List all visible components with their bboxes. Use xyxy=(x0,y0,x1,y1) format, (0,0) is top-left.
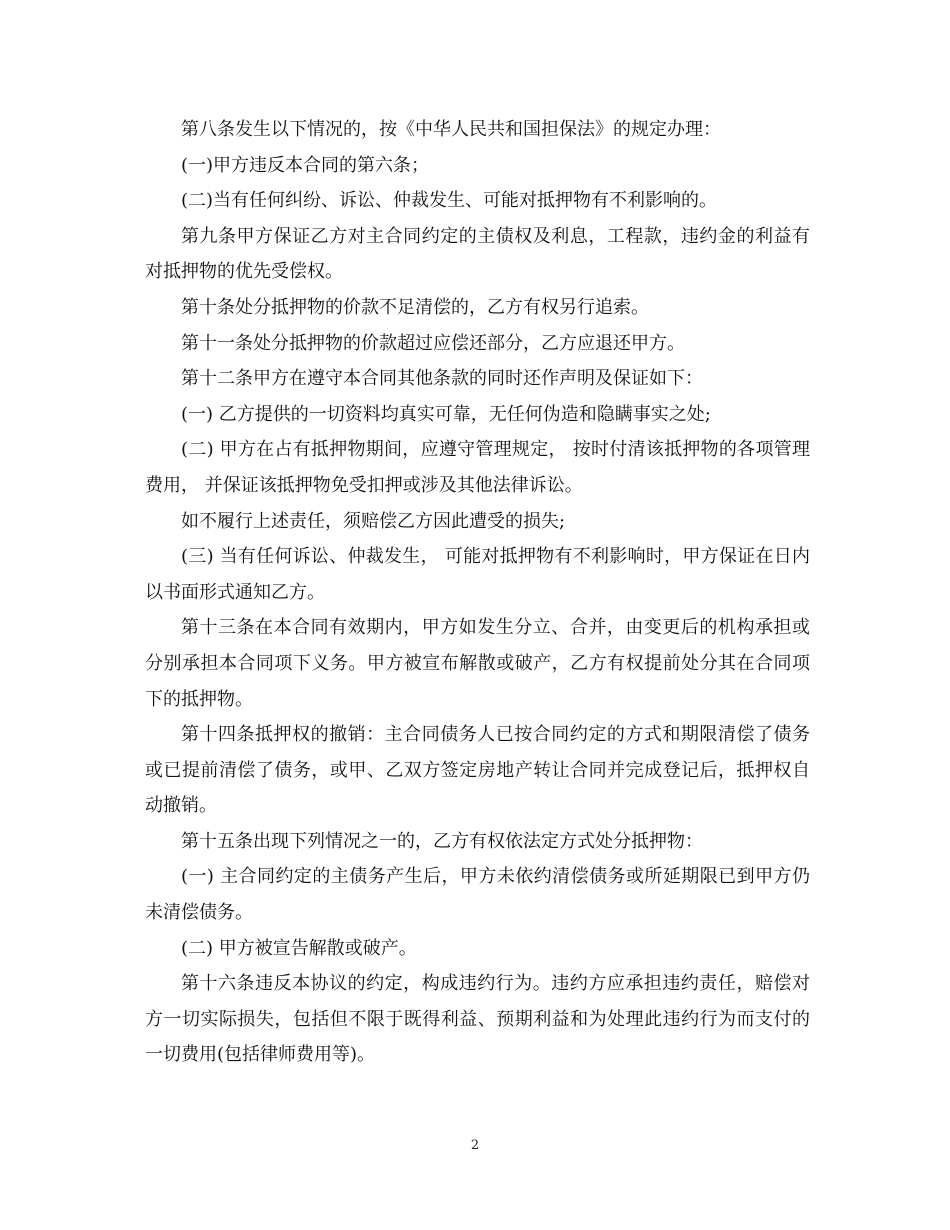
paragraph-article-12-item-3: (三) 当有任何诉讼、仲裁发生， 可能对抵押物有不利影响时，甲方保证在日内以书面形式通知乙方。 xyxy=(145,546,810,603)
paragraph-article-12: 第十二条甲方在遵守本合同其他条款的同时还作声明及保证如下： xyxy=(181,368,703,390)
paragraph-article-16: 第十六条违反本协议的约定，构成违约行为。违约方应承担违约责任，赔偿对方一切实际损失，包括但不限于既得利益、预期利益和为处理此违约行为而支付的一切费用(包括律师费用等)。 xyxy=(145,973,810,1066)
paragraph-article-12-liability: 如不履行上述责任，须赔偿乙方因此遭受的损失; xyxy=(181,510,566,532)
paragraph-article-8-item-2: (二)当有任何纠纷、诉讼、仲裁发生、可能对抵押物有不利影响的。 xyxy=(181,190,718,212)
paragraph-article-8: 第八条发生以下情况的，按《中华人民共和国担保法》的规定办理： xyxy=(181,119,721,140)
paragraph-article-15-item-1: (一) 主合同约定的主债务产生后，甲方未依约清偿债务或所延期限已到甲方仍未清偿债务。 xyxy=(145,866,810,924)
page-number: 2 xyxy=(470,1138,480,1153)
document-body xyxy=(145,112,810,1073)
paragraph-article-14: 第十四条抵押权的撤销：主合同债务人已按合同约定的方式和期限清偿了债务或已提前清偿了债务，或甲、乙双方签定房地产转让合同并完成登记后，抵押权自动撤销。 xyxy=(145,724,810,817)
paragraph-article-15: 第十五条出现下列情况之一的，乙方有权依法定方式处分抵押物： xyxy=(181,830,703,852)
paragraph-article-11: 第十一条处分抵押物的价款超过应偿还部分，乙方应退还甲方。 xyxy=(181,332,685,354)
paragraph-article-13: 第十三条在本合同有效期内，甲方如发生分立、合并，由变更后的机构承担或分别承担本合同项下义务。甲方被宣布解散或破产，乙方有权提前处分其在合同项下的抵押物。 xyxy=(145,617,810,710)
paragraph-article-12-item-1: (一) 乙方提供的一切资料均真实可靠，无任何伪造和隐瞒事实之处; xyxy=(181,403,711,425)
paragraph-article-15-item-2: (二) 甲方被宣告解散或破产。 xyxy=(181,937,417,959)
paragraph-article-8-item-1: (一)甲方违反本合同的第六条； xyxy=(181,154,430,176)
paragraph-article-10: 第十条处分抵押物的价款不足清偿的，乙方有权另行追索。 xyxy=(181,296,649,318)
paragraph-article-12-item-2: (二) 甲方在占有抵押物期间，应遵守管理规定， 按时付清该抵押物的各项管理费用， 并保证该抵押物免受扣押或涉及其他法律诉讼。 xyxy=(145,439,810,496)
paragraph-article-9: 第九条甲方保证乙方对主合同约定的主债权及利息，工程款，违约金的利益有对抵押物的优先受偿权。 xyxy=(145,225,810,283)
